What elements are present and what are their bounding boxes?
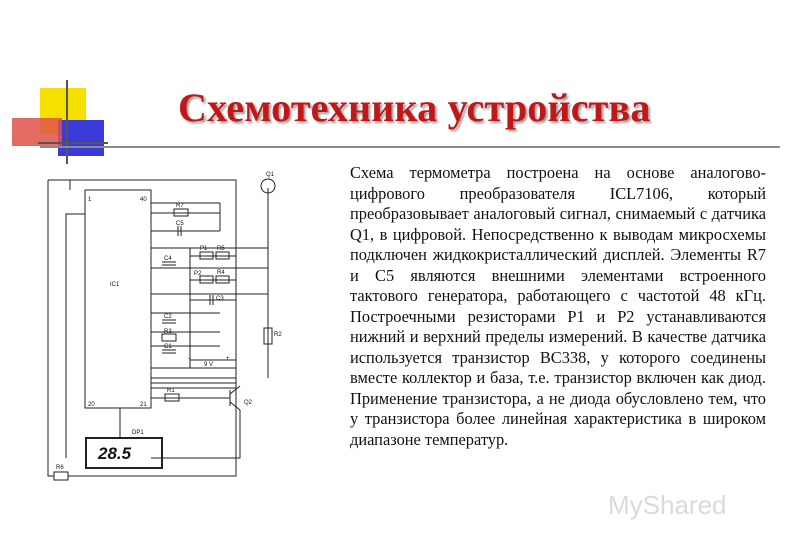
display-reading: 28.5 — [98, 444, 132, 463]
ic1-body — [85, 190, 151, 408]
title-divider — [40, 146, 780, 148]
circuit-schematic — [40, 168, 295, 498]
pin-21-label: 21 — [140, 402, 147, 408]
c3-label: C3 — [216, 296, 224, 302]
c1-label: C1 — [164, 344, 172, 350]
r6-label: R6 — [56, 465, 64, 471]
wire-left-inner — [66, 214, 85, 458]
slide-body-text: Схема термометра построена на основе аналогово-цифрового преобразователя ICL7106, который преобразовывает аналоговый сигнал, снимаемый с датчика Q1, в цифровой. Непосредственно к выводам микросхемы подключен жидкокристаллический дисплей. Элементы R7 и C5 являются внешними элементами встроенного тактового генератора, работающего с частотой 48 кГц. Построечными резисторами P1 и P2 устанавливаются нижний и верхний пределы измерений. В качестве датчика используется транзистор BC338, у которого соединены вместе коллектор и база, т.е. транзистор включен как диод. Применение транзистора, а не диода обусловлено тем, что у транзистора более линейная характеристика в широком диапазоне температур. — [350, 163, 766, 449]
ic1-label: IC1 — [110, 282, 120, 288]
plus-label: + — [226, 356, 230, 362]
dp1-label: DP1 — [132, 430, 144, 436]
watermark-text: MyShared — [608, 490, 727, 520]
supply-label: 9 V — [204, 362, 214, 368]
c4-label: C4 — [164, 256, 172, 262]
r1-label: R1 — [167, 388, 175, 394]
p2-label: P2 — [194, 271, 202, 277]
r3-label: R3 — [164, 329, 172, 335]
c2-label: C2 — [164, 314, 172, 320]
q2-collector — [230, 386, 240, 394]
r5-label: R5 — [217, 246, 225, 252]
q1-label: Q1 — [266, 172, 275, 178]
pin-40-label: 40 — [140, 197, 147, 203]
r7-label: R7 — [176, 203, 184, 209]
p1-label: P1 — [200, 246, 208, 252]
minus-label: - — [188, 356, 190, 362]
deco-vertical-line — [66, 80, 68, 164]
deco-blue-square — [58, 120, 104, 156]
r6-symbol — [54, 472, 68, 480]
r4-label: R4 — [217, 270, 225, 276]
slide-title: Схемотехника устройства — [178, 85, 651, 130]
q2-emitter — [230, 402, 240, 410]
q2-label: Q2 — [244, 400, 253, 406]
c5-label: C5 — [176, 221, 184, 227]
deco-horizontal-line — [38, 142, 108, 144]
r3-symbol — [162, 334, 176, 341]
wire-q2-to-display — [151, 410, 240, 458]
r2-label: R2 — [274, 332, 282, 338]
pin-1-label: 1 — [88, 197, 92, 203]
pin-20-label: 20 — [88, 402, 95, 408]
